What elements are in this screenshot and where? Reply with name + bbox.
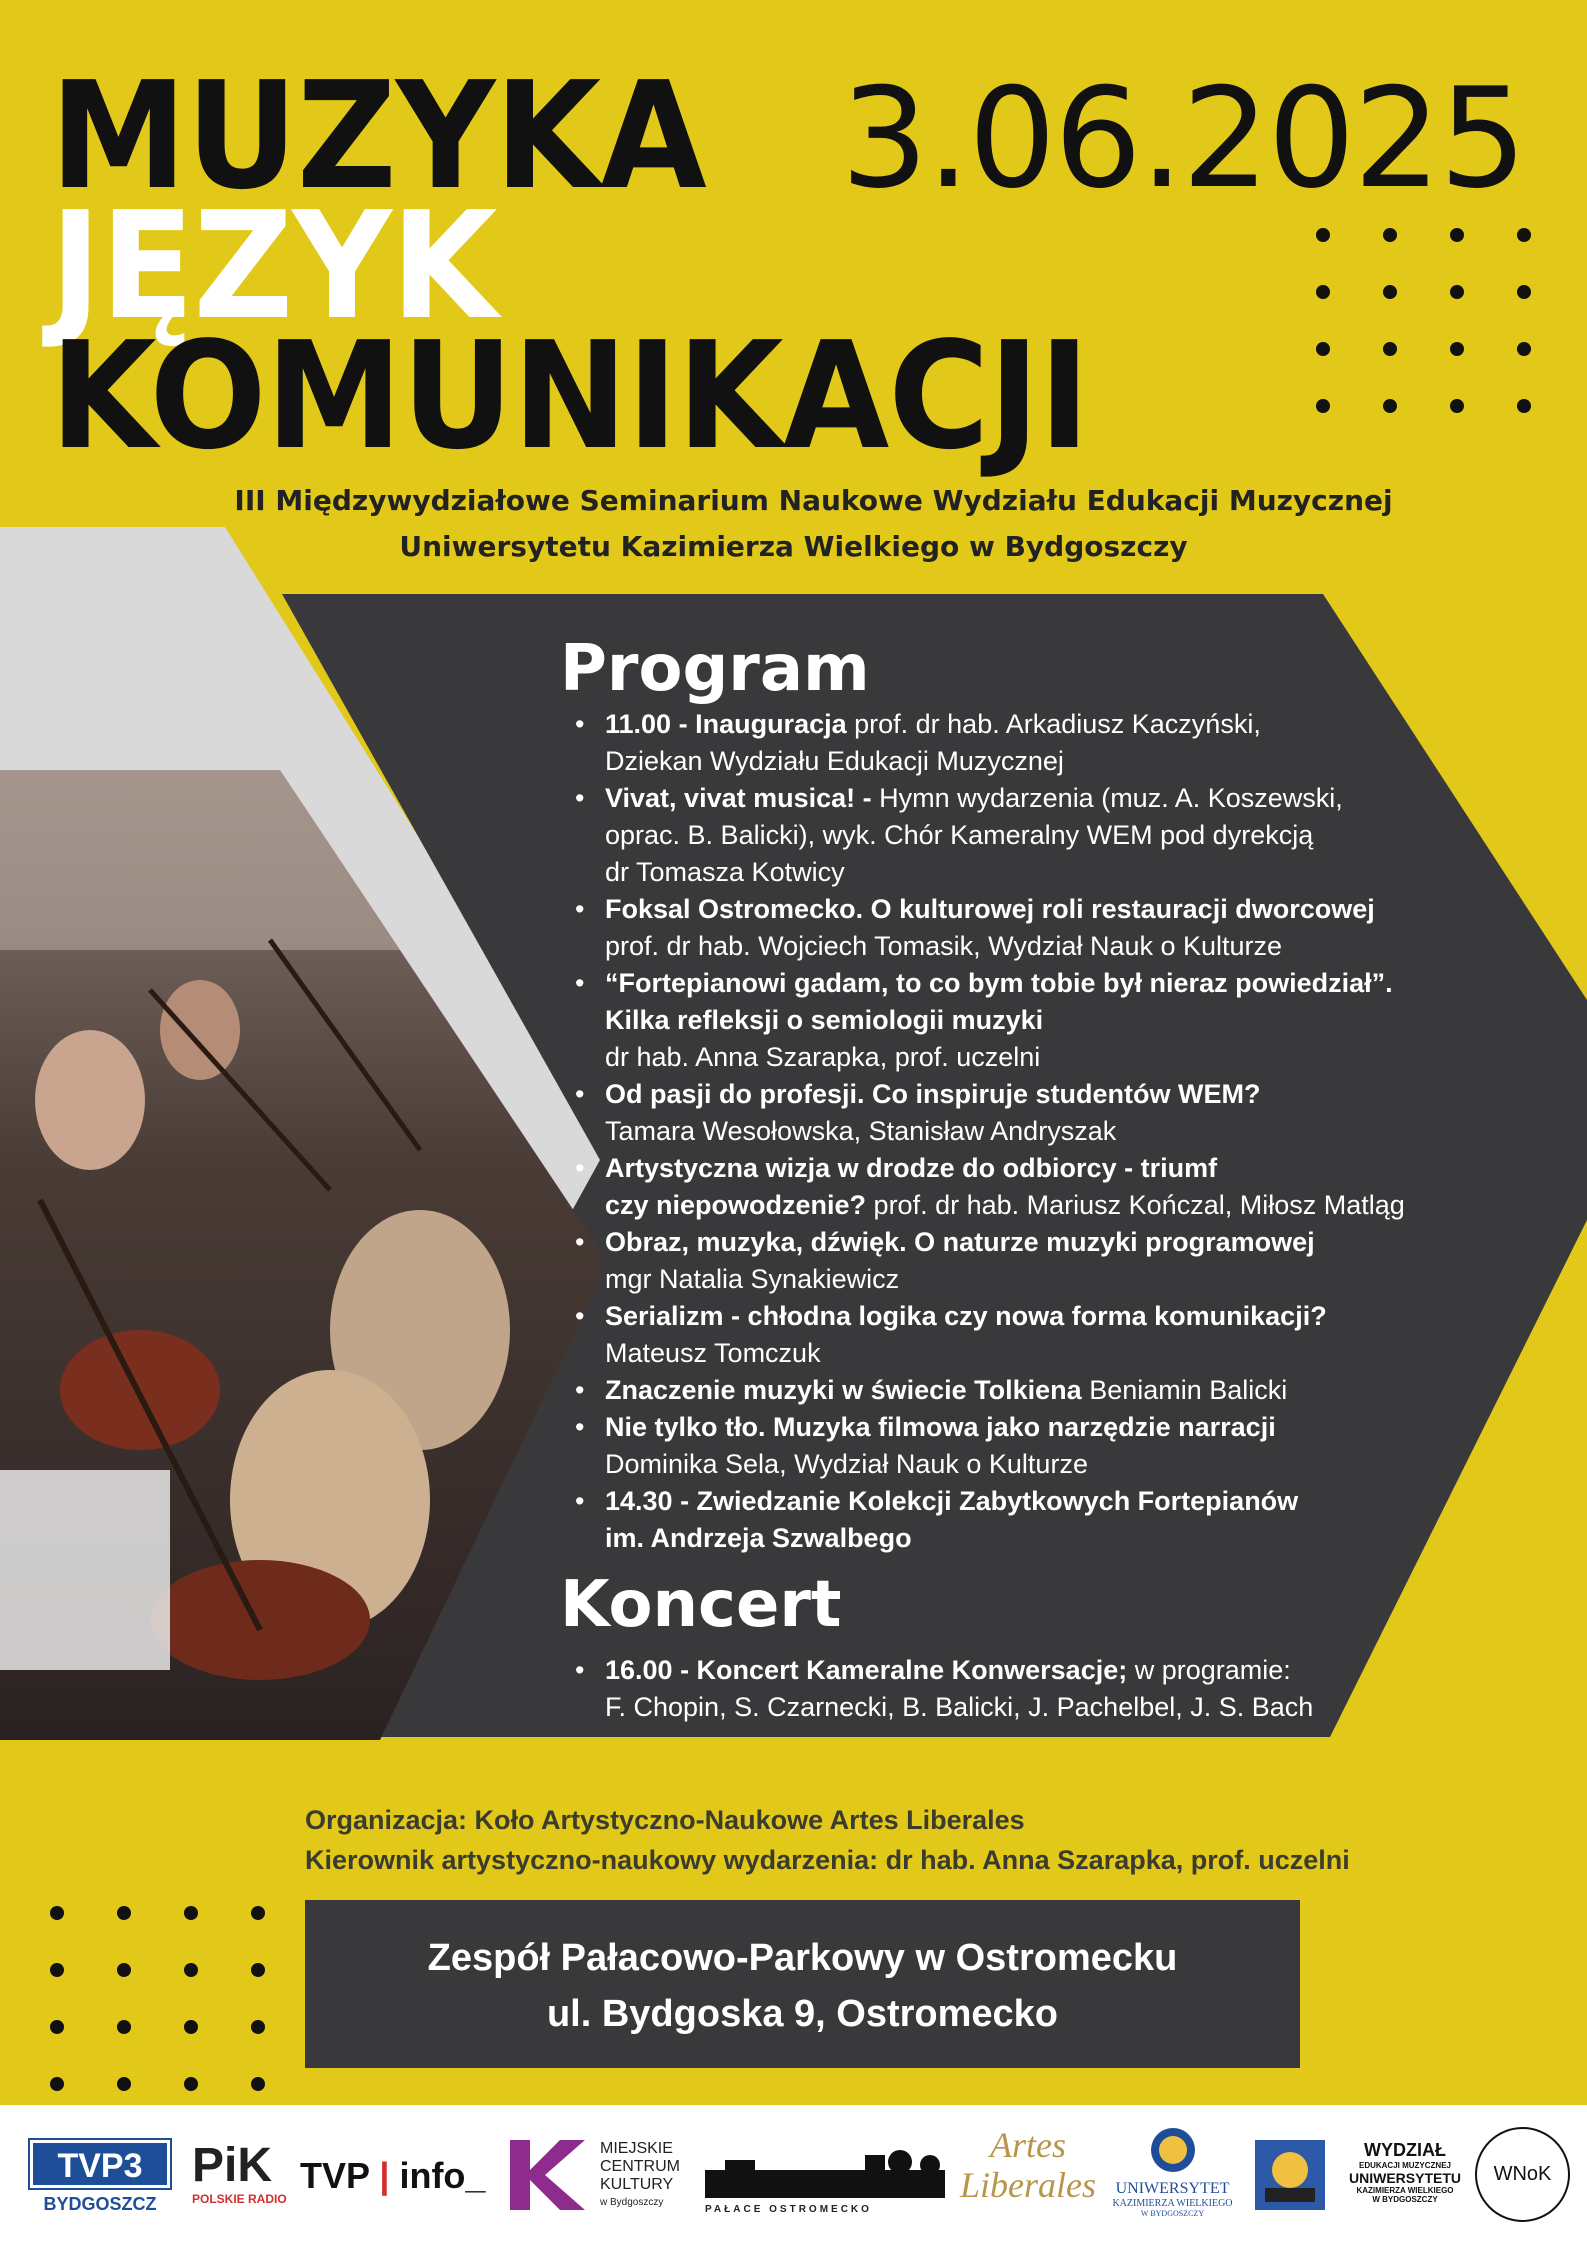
program-item: • Od pasji do profesji. Co inspiruje studentów WEM? Tamara Wesołowska, Stanisław Andryszak [575,1076,1425,1150]
venue-address: ul. Bydgoska 9, Ostromecko [546,1993,1059,2035]
program-item: • Vivat, vivat musica! - Hymn wydarzenia (muz. A. Koszewski, oprac. B. Balicki), wyk. Chór Kameralny WEM pod dyrekcją dr Tomasza Kotwicy [575,780,1425,891]
wnok-logo: WNoK [1475,2127,1570,2222]
program-item: • 11.00 - Inauguracja prof. dr hab. Arkadiusz Kaczyński, Dziekan Wydziału Edukacji Muzycznej [575,706,1425,780]
program-item: • Artystyczna wizja w drodze do odbiorcy - triumf czy niepowodzenie? prof. dr hab. Mariusz Kończal, Miłosz Matląg [575,1150,1425,1224]
ukw-crest-icon [1148,2125,1198,2175]
organization-info [305,1800,1350,1880]
concert-item: • 16.00 - Koncert Kameralne Konwersacje; w programie: F. Chopin, S. Czarnecki, B. Balicki, J. Pachelbel, J. S. Bach [575,1652,1425,1726]
wem-emblem-icon [1255,2140,1325,2210]
director-line: Kierownik artystyczno-naukowy wydarzenia: dr hab. Anna Szarapka, prof. uczelni [305,1845,1350,1875]
subtitle-line-2: Uniwersytetu Kazimierza Wielkiego w Bydgoszczy [399,530,1188,563]
program-item: • Obraz, muzyka, dźwięk. O naturze muzyki programowej mgr Natalia Synakiewicz [575,1224,1425,1298]
sponsor-logos-bar: TVP3 BYDGOSZCZ PiK POLSKIE RADIO TVP | info_ MIEJSKIE CENTRUM KULTURY w Bydgoszczy PAŁACE OSTROMECKO Artes Liberales UNIWERSYTET KAZIMIERZA WIELKIEGO W BYDGOSZCZY WYDZIAŁ EDUKACJI MUZYCZNEJ UNIWERSYTETU KAZIMIERZA WIELKIEGO W BYDGOSZCZY WNoK [0,2105,1587,2245]
orchestra-photo [0,770,600,1740]
tvp-info-logo: TVP | info_ [300,2155,486,2196]
palace-ostromecko-logo: PAŁACE OSTROMECKO [705,2150,945,2215]
program-heading: Program [560,632,870,706]
venue-box [305,1900,1300,2068]
event-date: 3.06.2025 [840,58,1525,219]
title-line-1: MUZYKA [50,50,706,222]
tvp3-logo: TVP3 BYDGOSZCZ [30,2140,170,2215]
program-item: • Nie tylko tło. Muzyka filmowa jako narzędzie narracji Dominika Sela, Wydział Nauk o Kulturze [575,1409,1425,1483]
program-item: • Znaczenie muzyki w świecie Tolkiena Beniamin Balicki [575,1372,1425,1409]
title-line-2: JĘZYK [50,180,497,352]
subtitle-line-1: III Międzywydziałowe Seminarium Naukowe Wydziału Edukacji Muzycznej [234,484,1393,517]
venue-name: Zespół Pałacowo-Parkowy w Ostromecku [427,1937,1178,1979]
organizer-line: Organizacja: Koło Artystyczno-Naukowe Artes Liberales [305,1805,1025,1835]
pik-radio-logo: PiK POLSKIE RADIO [192,2139,287,2206]
program-item: • “Fortepianowi gadam, to co bym tobie był nieraz powiedział”. Kilka refleksji o semiologii muzyki dr hab. Anna Szarapka, prof. uczelni [575,965,1425,1076]
concert-heading: Koncert [560,1568,842,1642]
program-list [575,706,1425,1557]
artes-liberales-logo: Artes Liberales [960,2125,1097,2205]
program-item: • Serializm - chłodna logika czy nowa forma komunikacji? Mateusz Tomczuk [575,1298,1425,1372]
program-item: • 14.30 - Zwiedzanie Kolekcji Zabytkowych Fortepianów im. Andrzeja Szwalbego [575,1483,1425,1557]
title-line-3: KOMUNIKACJI [50,310,1090,482]
program-item: • Foksal Ostromecko. O kulturowej roli restauracji dworcowej prof. dr hab. Wojciech Tomasik, Wydział Nauk o Kulturze [575,891,1425,965]
mck-k-icon [500,2135,590,2215]
concert-list [575,1652,1425,1726]
palace-silhouette-icon [705,2150,945,2200]
ukw-logo: UNIWERSYTET KAZIMIERZA WIELKIEGO W BYDGOSZCZY [1105,2125,1240,2218]
